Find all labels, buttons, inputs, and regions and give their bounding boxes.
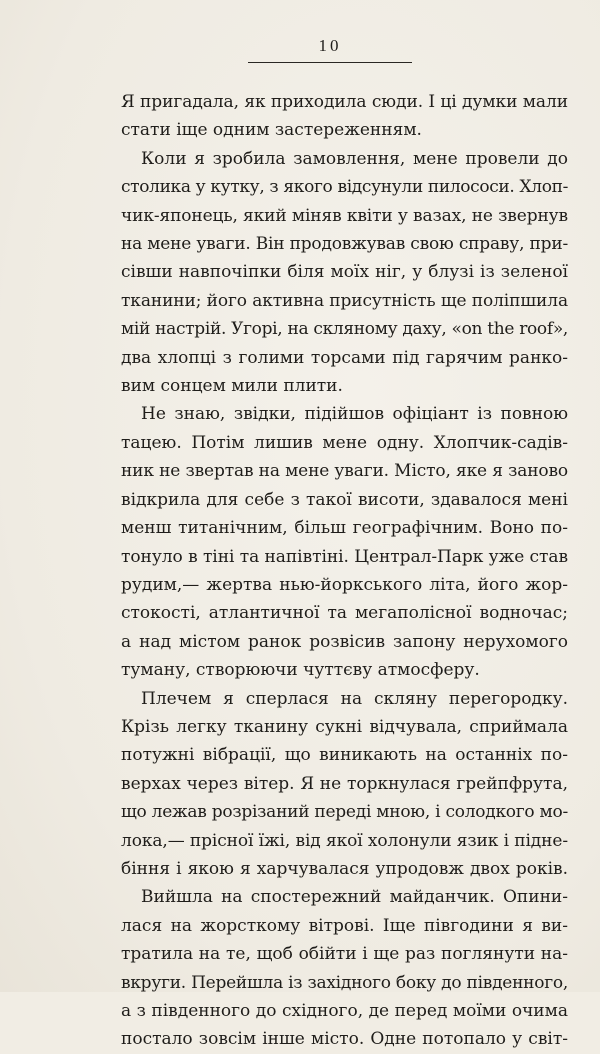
text-line: лока,— прісної їжі, від якої холонули язик і підне- [121,830,568,851]
text-line: Коли я зробила замовлення, мене провели до [141,148,568,169]
text-line: потужні вібрації, що виникають на останніх по- [121,745,568,766]
text-line: Крізь легку тканину сукні відчувала, сприймала [121,716,568,737]
text-line: Я пригадала, як приходила сюди. І ці думки мали [121,92,568,112]
text-line: тратила на те, щоб обійти і ще раз поглянути на- [121,944,568,965]
text-line: ник не звертав на мене уваги. Місто, яке я заново [121,461,568,482]
text-line: тканини; його активна присутність ще поліпшила [121,290,568,311]
page-number: 10 [318,36,342,55]
text-line: вкруги. Перейшла із західного боку до південного, [121,972,568,993]
text-line: постало зовсім інше місто. Одне потопало у світ- [121,1029,568,1050]
page-header [248,36,412,56]
paragraph-3 [101,400,568,684]
text-line: Не знаю, звідки, підійшов офіціант із повною [141,404,568,425]
text-line: сівши навпочіпки біля моїх ніг, у блузі із зеленої [121,262,568,283]
text-line: Вийшла на спостережний майданчик. Опини- [141,887,568,908]
text-line: що лежав розрізаний переді мною, і солодкого мо- [121,802,568,823]
text-line: стокості, атлантичної та мегаполісної водночас; [121,603,568,624]
header-rule [248,62,412,63]
text-line: а над містом ранок розвісив запону нерухомого [121,631,568,652]
text-line: два хлопці з голими торсами під гарячим ранко- [121,347,568,368]
text-line: тацею. Потім лишив мене одну. Хлопчик-садів- [121,432,568,453]
text-line: чик-японець, який міняв квіти у вазах, не звернув [121,205,568,226]
text-line: відкрила для себе з такої висоти, здавалося мені [121,489,568,510]
paragraph-2 [101,145,568,401]
text-line: мій настрій. Угорі, на скляному даху, «on the roof», [121,319,568,340]
text-line: вим сонцем мили плити. [121,376,343,397]
text-line: рудим,— жертва нью-йоркського літа, його жор- [121,574,568,595]
text-line: стати іще одним застереженням. [121,120,422,141]
text-line: столика у кутку, з якого відсунули пилососи. Хлоп- [121,177,568,198]
text-line: туману, створюючи чуттєву атмосферу. [121,660,480,681]
text-line: тонуло в тіні та напівтіні. Централ-Парк уже став [121,546,568,567]
text-body [101,88,568,1054]
text-line: лася на жорсткому вітрові. Іще півгодини я ви- [121,915,568,936]
text-line: а з південного до східного, де перед моїми очима [121,1001,568,1021]
text-line: на мене уваги. Він продовжував свою справу, при- [121,234,568,255]
paragraph-4 [101,685,568,884]
text-line: біння і якою я харчувалася упродовж двох років. [121,858,568,879]
text-line: менш титанічним, більш географічним. Воно по- [121,518,568,539]
paragraph-5 [101,883,568,1053]
text-line: Плечем я сперлася на скляну перегородку. [141,688,568,709]
text-line: верхах через вітер. Я не торкнулася грейпфрута, [121,773,568,794]
paragraph-1 [101,88,568,145]
